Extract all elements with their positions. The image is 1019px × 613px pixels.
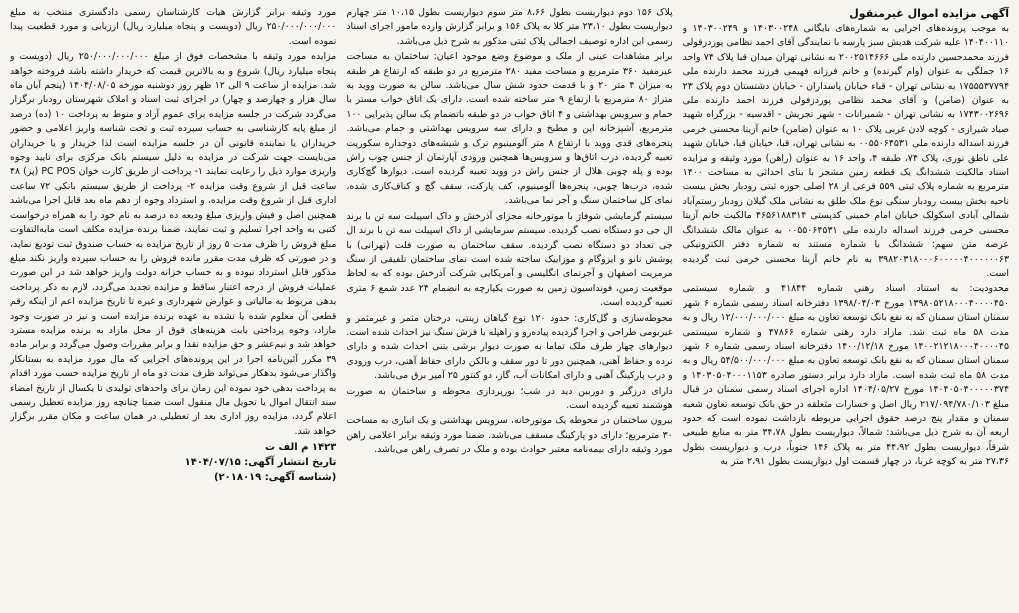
paragraph-restrictions-and-boundaries: محدودیت: به استناد اسناد رهنی شماره ۴۱۸۴۴ و شماره سیستمی ۱۳۹۸۰۵۲۱۸۰۰۰۴۰۰۰۰۴۵۰ مورخ ۱۳۹۸/۰۴/۰۳ دفترخانه اسناد رسمی شماره ۶ شهر سمنان استان سمنان که به نفع بانک توسعه تعاون به مبلغ ۱۲/۰۰۰/۰۰۰/۰۰۰ ریال و به مدت ۵۸ ماه ثبت شد. مازاد دارد رهنی شماره ۴۷۸۶۶ و شماره سیستمی ۱۴۰۰۲۱۲۱۸۰۰۰۴۰۰۰۰۴۵ مورخ ۱۴۰۰/۱۲/۱۸ دفترخانه اسناد رسمی شماره ۶ شهر سمنان استان سمنان که به نفع بانک توسعه تعاون به مبلغ ۵۴/۵۰۰/۰۰۰/۰۰۰ ریال و به مدت ۵۸ ماه ثبت شده است. مازاد دارد برابر دستور صادره ۱۴۰۳۰۵۰۴۰۰۰۱۱۵۳ و ۱۴۰۴۰۵۰۴۰۰۰۰۰۳۷۴ مورخ ۱۴۰۴/۰۵/۲۷ اداره اجرای اسناد رسمی سمنان در قبال مبلغ ۲۱۷/۰۹۴/۷۸۰/۱۰۳ ریال اصل و خسارات متعلقه در حق بانک توسعه تعاون شعبه سمنان و مقدار پنج درصد حقوق اجرایی مربوطه بازداشت نموده است که حدود اربعه آن به شرح ذیل می‌باشد: شمالاً، دیواریست بطول ۳۴،۷۸ متر به منابع طبیعی شرقاً، دیواریست بطول ۴۴،۹۲ متر به پلاک ۱۴۶ جنوباً، درب و دیواریست بطول ۲۷،۳۶ متر به کوچه غربا، در چهار قسمت اول دیواریست بطول ۲،۹۱ متر به	[682, 283, 1009, 468]
signature-block	[10, 441, 336, 485]
paragraph-landscaping: محوطه‌سازی و گل‌کاری: حدود ۱۲۰ نوع گیاهان زینتی، درختان مثمر و غیرمثمر و غیربومی طراحی و اجرا گردیده پیاده‌رو و راهپله با فرش سنگ نیز احداث شده است. دیوارهای چهار طرف ملک تماما به صورت دیوار برشی بتنی احداث شده و دارای نرده و حفاظ آهنی، همچنین دور تا دور سقف و بالکن دارای حفاظ آهنی، درب ورودی و درب پارکینگ آهنی و دارای امکانات آب، گاز، دو کنتور ۲۵ آمپر برق می‌باشد.	[346, 312, 673, 382]
column-right	[683, 6, 1009, 607]
notice-id: (شناسه آگهی: ۲۰۱۸۰۱۹)	[213, 472, 337, 484]
paragraph-boundaries-continued: پلاک ۱۵۶ دوم دیواریست بطول ۸،۶۶ متر سوم دیواریست بطول ۱۰،۱۵ متر چهارم دیواریست بطول ۲۳،۱۰ متر کلا به پلاک ۱۵۶ و برابر گزارش وارده مامور اجرای اسناد رسمی این اداره توصیف اجمالی پلاک ثبتی مذکور به شرح ذیل می‌باشد.	[346, 7, 673, 47]
paragraph-security: دارای درزگیر و دوربین دید در شب؛ نورپردازی محوطه و ساختمان به صورت هوشمند تعبیه گردیده است.	[346, 385, 673, 411]
paragraph-outbuildings: بیرون ساختمان در محوطه یک موتورخانه، سرویس بهداشتی و یک انباری به مساحت ۳۰ مترمربع؛ دارای دو پارکینگ مسقف می‌باشد. ضمنا مورد وثیقه برابر اعلامی راهن مورد وثیقه دارای بیمه‌نامه معتبر حوادث بوده و ملک در تصرف راهن می‌باشد.	[346, 415, 673, 456]
column-left	[10, 6, 336, 607]
notice-title: آگهی مزایده اموال غیرمنقول	[849, 7, 1009, 20]
column-middle	[346, 6, 672, 607]
paragraph-parties-and-property: به موجب پرونده‌های اجرایی به شماره‌های بایگانی ۱۴۰۳۰۰۲۴۸ و ۱۴۰۳۰۰۲۴۹ و ۱۴۰۴۰۰۱۱۰ علیه شرکت هدیش سبز پارسه با نمایندگی آقای احمد نظامی پوردزفولی فرزند محمدحسین دارنده ملی ۲۰۰۲۵۱۴۶۶۶ به نشانی تهران میدان قبا پلاک ۷۴ واحد ۱۶ جملگی به عنوان (وام گیرنده) و خانم فرزانه فهیمی فرزند محمد دارنده ملی ۱۷۵۵۵۳۷۷۹۴ به نشانی تهران - قباء خیابان پاسداران - خیابان دشتستان دوم پلاک ۲۳ به عنوان (ضامن) و آقای محمد نظامی پوردزفولی فرزند احمد دارنده ملی ۱۷۴۳۰۰۲۶۹۶ به نشانی تهران - شمیرانات - شهر تجریش - اقدسیه - بزرگراه شهید صیاد شیرازی - کوچه لادن غربی پلاک ۱۰ به عنوان (ضامن) خانم آزیتا محسنی خرمی فرزند اسداله دارنده ملی ۰۰۵۵۰۶۴۵۳۱ به نشانی تهران، قبا، خیابان قبا، خیابان شهید علی ناطق نوری، پلاک ۷۴، طبقه ۴، واحد ۱۶ به عنوان (راهن) مورد وثیقه و مزایده اسناد مالکیت ششدانگ یک قطعه زمین مشجر با بنای احداثی به مساحت ۱۴۰۰ مترمربع به شماره پلاک ثبتی ۵۵۹ فرعی از ۲۸ اصلی حوزه ثبتی رودبار بخش بیست ناحیه بخش بیست رودبار سنگی نوع ملک طلق به نشانی ملک گیلان رودبار رستم‌آباد شمالی آبادی اسکولک خیابان امام خمینی کدپستی ۴۶۵۶۱۸۸۳۱۴ مالکیت خانم آزیتا محسنی خرمی فرزند اسداله دارنده ملی ۰۰۵۵۰۶۴۵۳۱ به عنوان مالک ششدانگ عرصه متن سهم: ششدانگ با شماره مستند به شماره دفتر الکترونیکی ۳۹۸۲۰۳۱۸۰۰۰۶۰۰۰۰۰۴۰۰۰۰۰۰۶۳ به نام خانم آزیتا محسنی خرمی ثبت گردیده است.	[682, 23, 1009, 279]
paragraph-building-description: برابر مشاهدات عینی از ملک و موضوع وضع موجود اعیان: ساختمان به مساحت عیرمفید ۳۶۰ مترمربع و مساحت مفید ۲۸۰ مترمربع در دو طبقه که ارتفاع هر طبقه به میزان ۴ متر ۲۰ و با قدمت حدود شش سال می‌باشد. سالن به صورت ووید به متراژ ۸۰ مترمربع با ارتفاع ۹ متر ساخته شده است. دارای یک اتاق خواب مستر با حمام و سرویس بهداشتی و ۴ اتاق خواب در دو طبقه باتضمام یک سالن پذیرایی ۱۰۰ مترمربع، آشپزخانه اپن و مطبخ و دارای سه سرویس بهداشتی و حمام می‌باشد. پنجره‌های قدی ووید با ارتفاع ۸ متر آلومینیوم ترک و شیشه‌های دوجداره سکوریت تعبیه گردیده، درب اتاق‌ها و سرویس‌ها همچنین ورودی آپارتمان از جنس چوب راش بوده و پله چوبی هلال از جنس راش در ووید تعبیه گردیده است. دیوارها گچ‌کاری شده، درب‌ها چوبی، پنجره‌ها آلومینیوم، کف پارکت، سقف گچ و کناف‌کاری شده، نمای کل ساختمان سنگ و آجر نما می‌باشد.	[346, 51, 673, 207]
paragraph-valuation: مورد وثیقه برابر گزارش هیات کارشناسان رسمی دادگستری منتخب به مبلغ ۲۵۰/۰۰۰/۰۰۰/۰۰۰ ریال (دویست و پنجاه میلیارد ریال) ارزیابی و مورد قطعیت پیدا نموده است.	[10, 7, 337, 47]
paragraph-auction-terms: مزایده مورد وثیقه با مشخصات فوق از مبلغ ۲۵۰/۰۰۰/۰۰۰/۰۰۰ ریال (دویست و پنجاه میلیارد ریال) شروع و به بالاترین قیمت که خریدار داشته باشد فروخته خواهد شد. مزایده از ساعت ۹ الی ۱۲ ظهر روز دوشنبه مورخه ۱۴۰۴/۰۸/۰۵ (پنجم آبان ماه سال هزار و چهارصد و چهار) در اجرای ثبت اسناد و املاک شهرستان رودبار برگزار می‌گردد شرکت در جلسه مزایده برای عموم آزاد و منوط به پرداخت ۱۰ (ده) درصد از مبلغ پایه کارشناسی به حساب سپرده ثبت و تحت شناسه واریز اعلامی و حضور خریداران یا نماینده قانونی آن در جلسه مزایده است لذا خریدار و یا خریداران می‌بایست جهت شرکت در مزایده به دلیل سیستم بانک مرکزی برای تایید وجوه واریزی موارد ذیل را رعایت نمایند ۱- پرداخت از طریق کارت خوان PC POS (پز) ۴۸ ساعت قبل از شروع وقت مزایده ۲- پرداخت از طریق سیستم بانکی ۷۲ ساعت اداری قبل از شروع وقت مزایده، و استرداد وجوه از دهم ماه بعد قابل اجرا می‌باشد همچنین اصل و فیش واریزی مبلغ ودیعه ده درصد به نام خود را به همراه درخواست کتبی به واحد اجرا تسلیم و ثبت نمایند، ضمنا برنده مزایده مکلف است مابه‌التفاوت مبلغ فروش را ظرف مدت ۵ روز از تاریخ مزایده به حساب صندوق ثبت تودیع نماید، و در صورتی که ظرف مدت مقرر مانده فروش را به حساب سپرده واریز نکند مبلغ مذکور قابل استرداد نبوده و به حساب خزانه دولت واریز خواهد شد در این صورت عملیات فروش از درجه اعتبار ساقط و مزایده تجدید می‌گردد، لازم به ذکر پرداخت بدهی مربوط به مالیاتی و عوارض شهرداری و غیره تا تاریخ مزایده اعم از اینکه رقم قطعی آن معلوم شده یا نشده به عهده برنده مزایده است و نیز در صورت وجود مازاد، وجوه پرداختی بابت هزینه‌های فوق از محل مازاد به برنده مزایده مسترد خواهد شد و نیم‌عشر و حق مزایده نقدا و برابر مقررات وصول می‌گردد و برابر ماده ۳۹ مکرر آئین‌نامه اجرا در این پرونده‌های اجرایی که مال مورد مزایده به بستانکار واگذار می‌شود بدهکار می‌تواند ظرف مدت دو ماه از تاریخ مزایده حسب مورد اقدام به پرداخت بدهی خود نموده این زمان برای واحدهای تولیدی تا یکسال از تاریخ امضاء سند انتقال اموال یا تحویل مال منقول است ضمنا چنانچه روز مزایده تعطیل رسمی اعلام گردد، مزایده روز اداری بعد از تعطیلی در همان ساعت و مکان مقرر برگزار خواهد شد.	[10, 51, 337, 437]
notice-code: ۱۴۲۳ م الف ت	[265, 442, 337, 454]
publication-date: تاریخ انتشار آگهی: ۱۴۰۴/۰۷/۱۵	[184, 457, 337, 469]
auction-notice	[6, 4, 1013, 609]
paragraph-heating-and-facade: سیستم گرمایشی شوفاژ با موتورخانه مجزای آذرخش و داک اسپیلت سه تن با برند ال جی دو دستگاه نصب گردیده. سیستم سرمایشی از داک اسپیلت سه تن با برند ال جی تعداد دو دستگاه نصب گردیده. سقف ساختمان به صورت فلت (تهرانی) با پوشش نانو و ایزوگام و موزاییک ساخته شده است نمای ساختمان تلفیقی از سنگ مرمریت اصفهان و آجرنمای انگلیسی و آمریکایی شرکت آذرخش بوده که به لحاظ موقعیت زمین، فونداسیون زمین به صورت یکپارچه به انضمام ۲۴ عدد شمع ۶ متری تعبیه گردیده است.	[346, 210, 673, 309]
